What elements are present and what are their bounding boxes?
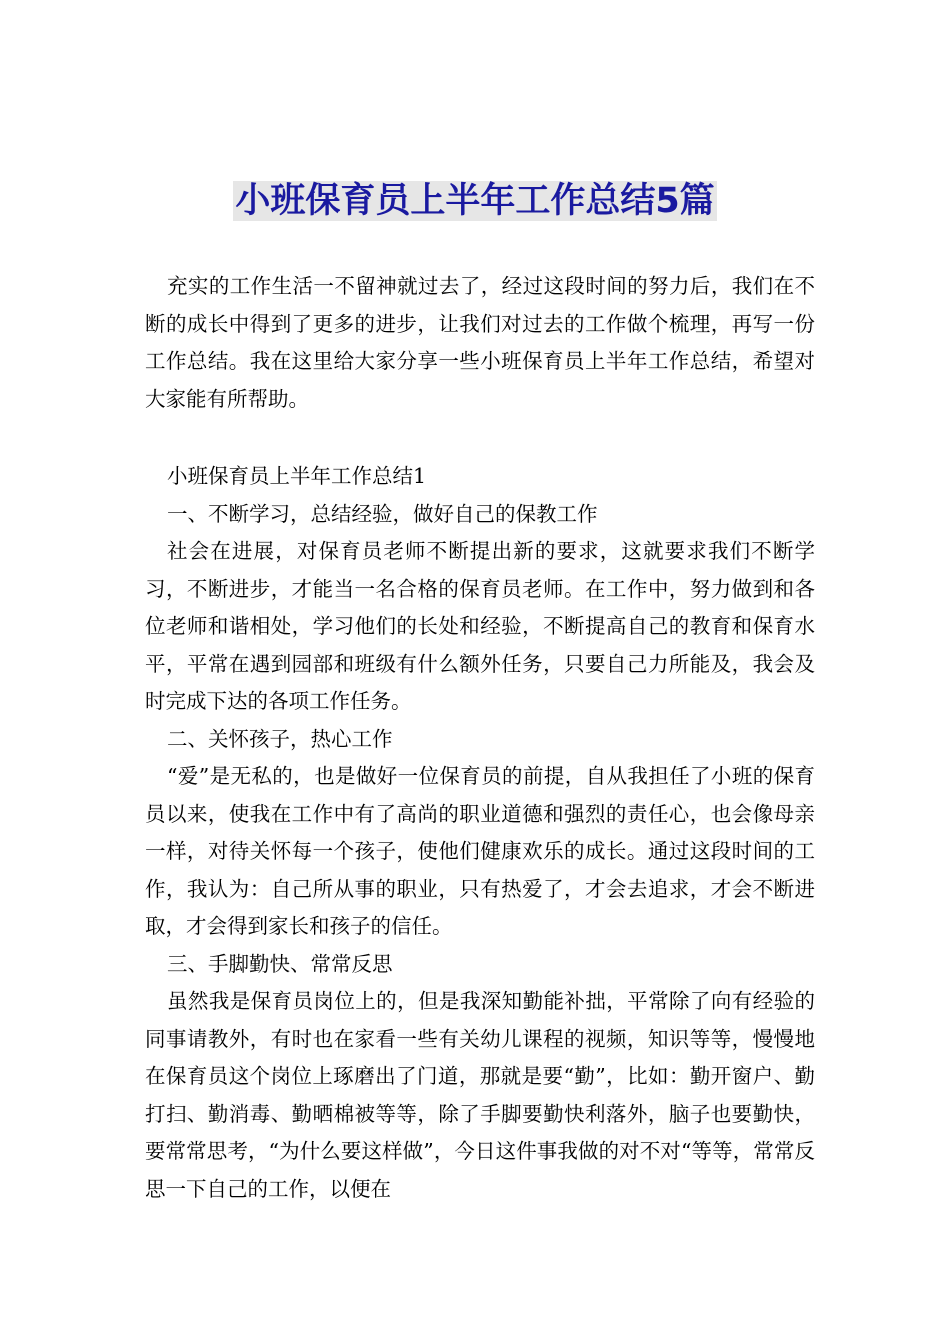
paragraph-spacer [145, 418, 815, 458]
heading-3: 三、手脚勤快、常常反思 [167, 951, 393, 976]
heading-1: 一、不断学习，总结经验，做好自己的保教工作 [167, 501, 598, 526]
document-body [145, 268, 815, 1208]
paragraph-1: 社会在进展，对保育员老师不断提出新的要求，这就要求我们不断学习，不断进步，才能当一名合格的保育员老师。在工作中，努力做到和各位老师和谐相处，学习他们的长处和经验，不断提高自己的教育和保育水平，平常在遇到园部和班级有什么额外任务，只要自己力所能及，我会及时完成下达的各项工作任务。 [145, 539, 815, 713]
intro-paragraph: 充实的工作生活一不留神就过去了，经过这段时间的努力后，我们在不断的成长中得到了更多的进步，让我们对过去的工作做个梳理，再写一份工作总结。我在这里给大家分享一些小班保育员上半年工作总结，希望对大家能有所帮助。 [145, 274, 815, 411]
document-title-block [0, 176, 950, 226]
heading-2: 二、关怀孩子，热心工作 [167, 726, 393, 751]
paragraph-2: “爱”是无私的，也是做好一位保育员的前提，自从我担任了小班的保育员以来，使我在工作中有了高尚的职业道德和强烈的责任心，也会像母亲一样，对待关怀每一个孩子，使他们健康欢乐的成长。通过这段时间的工作，我认为：自己所从事的职业，只有热爱了，才会去追求，才会不断进取，才会得到家长和孩子的信任。 [145, 764, 815, 938]
document-title: 小班保育员上半年工作总结5篇 [235, 181, 715, 221]
section-title: 小班保育员上半年工作总结1 [167, 464, 427, 488]
paragraph-3: 虽然我是保育员岗位上的，但是我深知勤能补拙，平常除了向有经验的同事请教外，有时也在家看一些有关幼儿课程的视频，知识等等，慢慢地在保育员这个岗位上琢磨出了门道，那就是要“勤”，比如：勤开窗户、勤打扫、勤消毒、勤晒棉被等等，除了手脚要勤快利落外，脑子也要勤快，要常常思考，“为什么要这样做”，今日这件事我做的对不对“等等，常常反思一下自己的工作，以便在 [145, 989, 815, 1201]
